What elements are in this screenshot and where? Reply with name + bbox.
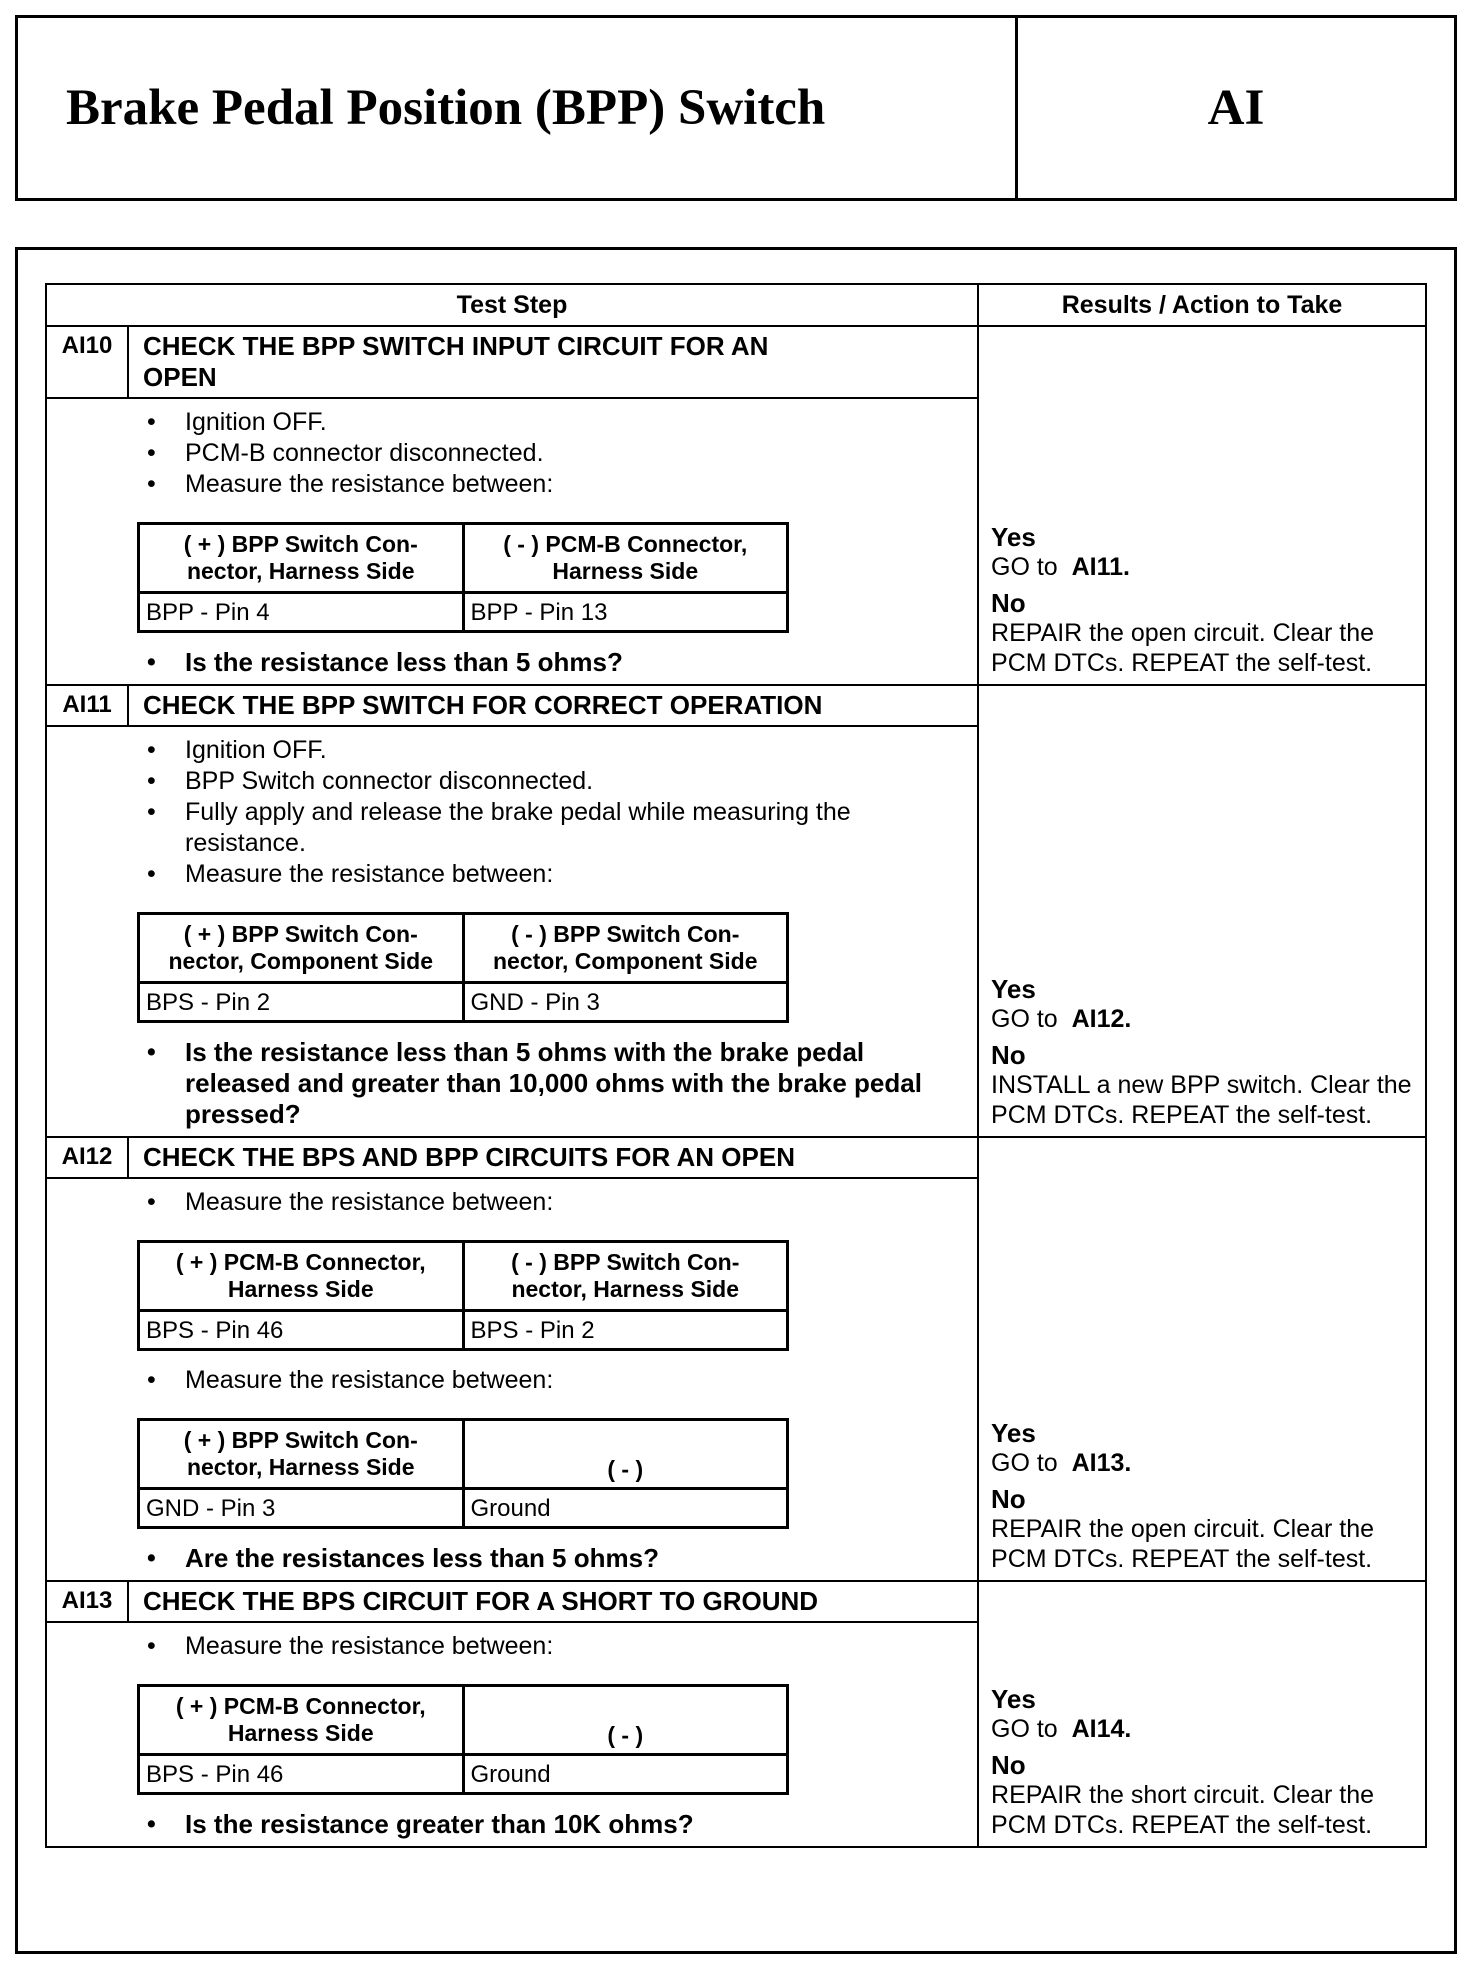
measurement-value-positive: BPS - Pin 2: [139, 983, 464, 1022]
measurement-table: [137, 912, 789, 1023]
measurement-header-positive: ( + ) PCM-B Connector, Harness Side: [139, 1686, 464, 1755]
instruction-list: [143, 735, 965, 890]
measurement-value-negative: GND - Pin 3: [463, 983, 788, 1022]
instruction-item: • Ignition OFF.: [143, 407, 965, 438]
goto-target: AI14.: [1071, 1715, 1132, 1743]
step-question: • Are the resistances less than 5 ohms?: [143, 1543, 965, 1574]
step-body: [46, 1178, 978, 1581]
instruction-list: [143, 407, 965, 500]
step-title: [128, 326, 978, 398]
column-header-results: Results / Action to Take: [978, 284, 1426, 326]
step-title-line: OPEN: [143, 362, 217, 392]
instruction-item: • Measure the resistance between:: [143, 1187, 965, 1218]
question-list: [143, 1543, 965, 1574]
step-question: • Is the resistance less than 5 ohms with the brake pedal released and greater than 10,000 ohms with the brake pedal pressed?: [143, 1037, 965, 1130]
measurement-header-positive: ( + ) BPP Switch Con- nector, Harness Side: [139, 1420, 464, 1489]
step-result: [978, 326, 1426, 685]
step-id: AI12: [46, 1137, 128, 1178]
measurement-value-negative: BPP - Pin 13: [463, 593, 788, 632]
instruction-item: • BPP Switch connector disconnected.: [143, 766, 965, 797]
step-result: [978, 1137, 1426, 1581]
question-list: [143, 1809, 965, 1840]
measurement-value-positive: BPS - Pin 46: [139, 1755, 464, 1794]
step-result: [978, 1581, 1426, 1847]
result-no-label: No: [991, 588, 1026, 618]
section-code: AI: [1207, 80, 1265, 136]
measurement-table: [137, 522, 789, 633]
measurement-value-negative: Ground: [463, 1489, 788, 1528]
measurement-value-positive: GND - Pin 3: [139, 1489, 464, 1528]
instruction-item: • Ignition OFF.: [143, 735, 965, 766]
result-no-label: No: [991, 1040, 1026, 1070]
result-no-action: REPAIR the short circuit. Clear the PCM DTCs. REPEAT the self-test.: [991, 1781, 1375, 1839]
result-yes-label: Yes: [991, 974, 1036, 1004]
step-title-line: CHECK THE BPP SWITCH INPUT CIRCUIT FOR AN: [143, 331, 769, 361]
goto-text: GO to: [991, 1005, 1058, 1033]
measurement-header-positive: ( + ) BPP Switch Con- nector, Component Side: [139, 914, 464, 983]
result-yes-action: [991, 552, 1413, 582]
step-title-row: [46, 326, 1426, 398]
measurement-value-positive: BPS - Pin 46: [139, 1311, 464, 1350]
result-no-action: REPAIR the open circuit. Clear the PCM DTCs. REPEAT the self-test.: [991, 619, 1375, 677]
measurement-value-negative: Ground: [463, 1755, 788, 1794]
measurement-header-negative: ( - ) BPP Switch Con- nector, Component Side: [463, 914, 788, 983]
step-question: • Is the resistance greater than 10K ohms?: [143, 1809, 965, 1840]
step-title: CHECK THE BPS AND BPP CIRCUITS FOR AN OPEN: [128, 1137, 978, 1178]
instruction-list: [143, 1365, 965, 1396]
test-step-table: [45, 283, 1427, 1848]
result-yes-action: [991, 1004, 1413, 1034]
step-title-row: [46, 685, 1426, 726]
result-no-action: INSTALL a new BPP switch. Clear the PCM DTCs. REPEAT the self-test.: [991, 1071, 1412, 1129]
instruction-list: [143, 1187, 965, 1218]
measurement-value-negative: BPS - Pin 2: [463, 1311, 788, 1350]
result-yes-label: Yes: [991, 1418, 1036, 1448]
result-no-label: No: [991, 1750, 1026, 1780]
instruction-list: [143, 1631, 965, 1662]
result-yes-action: [991, 1714, 1413, 1744]
result-no-label: No: [991, 1484, 1026, 1514]
result-yes-action: [991, 1448, 1413, 1478]
instruction-item: • Measure the resistance between:: [143, 1631, 965, 1662]
step-title-row: [46, 1137, 1426, 1178]
measurement-table: [137, 1418, 789, 1529]
step-id: AI10: [46, 326, 128, 398]
step-id: AI13: [46, 1581, 128, 1622]
step-id: AI11: [46, 685, 128, 726]
page-title: Brake Pedal Position (BPP) Switch: [18, 18, 1018, 198]
measurement-table: [137, 1240, 789, 1351]
step-result: [978, 685, 1426, 1137]
table-header-row: [46, 284, 1426, 326]
goto-target: AI11.: [1071, 553, 1130, 581]
column-header-test-step: Test Step: [46, 284, 978, 326]
measurement-header-negative: ( - ): [463, 1686, 788, 1755]
goto-target: AI12.: [1071, 1005, 1132, 1033]
page-header: [15, 15, 1457, 201]
instruction-item: • Measure the resistance between:: [143, 859, 965, 890]
result-yes-label: Yes: [991, 1684, 1036, 1714]
goto-text: GO to: [991, 1449, 1058, 1477]
goto-target: AI13.: [1071, 1449, 1132, 1477]
step-body: [46, 1622, 978, 1847]
step-question: • Is the resistance less than 5 ohms?: [143, 647, 965, 678]
result-yes-label: Yes: [991, 522, 1036, 552]
instruction-item: • Fully apply and release the brake pedal while measuring the resistance.: [143, 797, 965, 859]
step-title: CHECK THE BPP SWITCH FOR CORRECT OPERATION: [128, 685, 978, 726]
measurement-header-positive: ( + ) BPP Switch Con- nector, Harness Side: [139, 524, 464, 593]
step-body: [46, 726, 978, 1137]
measurement-value-positive: BPP - Pin 4: [139, 593, 464, 632]
step-title-row: [46, 1581, 1426, 1622]
question-list: [143, 1037, 965, 1130]
instruction-item: • Measure the resistance between:: [143, 469, 965, 500]
goto-text: GO to: [991, 553, 1058, 581]
measurement-table: [137, 1684, 789, 1795]
instruction-item: • Measure the resistance between:: [143, 1365, 965, 1396]
question-list: [143, 647, 965, 678]
result-no-action: REPAIR the open circuit. Clear the PCM DTCs. REPEAT the self-test.: [991, 1515, 1375, 1573]
instruction-item: • PCM-B connector disconnected.: [143, 438, 965, 469]
measurement-header-positive: ( + ) PCM-B Connector, Harness Side: [139, 1242, 464, 1311]
step-body: [46, 398, 978, 685]
step-title: CHECK THE BPS CIRCUIT FOR A SHORT TO GROUND: [128, 1581, 978, 1622]
measurement-header-negative: ( - ) BPP Switch Con- nector, Harness Side: [463, 1242, 788, 1311]
measurement-header-negative: ( - ): [463, 1420, 788, 1489]
goto-text: GO to: [991, 1715, 1058, 1743]
measurement-header-negative: ( - ) PCM-B Connector, Harness Side: [463, 524, 788, 593]
